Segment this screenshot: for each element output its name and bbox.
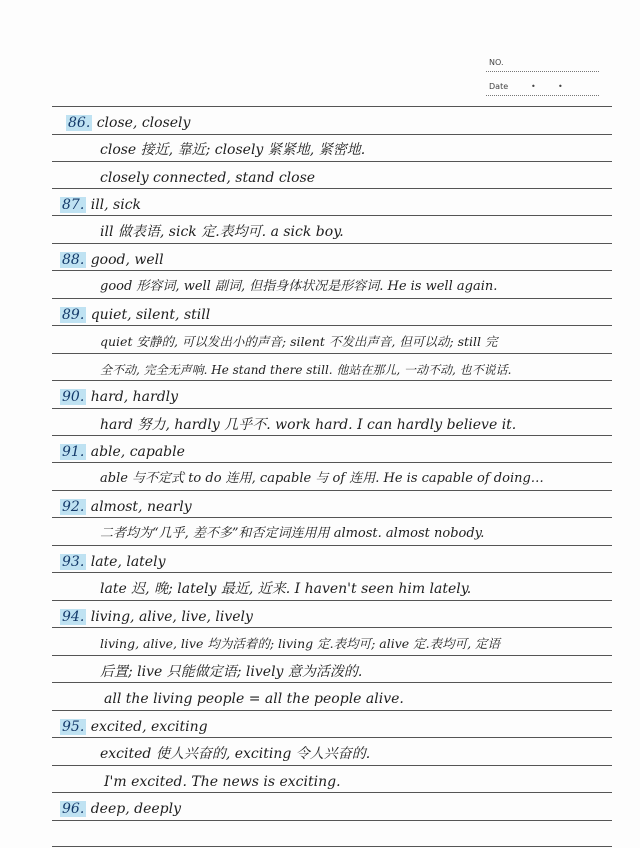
entry-number: 91.: [62, 444, 85, 460]
ruled-line: [52, 161, 612, 162]
entry-note: I'm excited. The news is exciting.: [104, 774, 341, 790]
ruled-line: [52, 655, 612, 656]
ruled-line: [52, 353, 612, 354]
ruled-line: [52, 600, 612, 601]
entry-title: hard, hardly: [90, 389, 179, 405]
entry-title: late, lately: [90, 554, 166, 570]
ruled-line: [52, 710, 612, 711]
entry-heading: [60, 443, 185, 461]
ruled-line: [52, 572, 612, 573]
entry-note: closely connected, stand close: [100, 170, 316, 186]
entry-heading: [60, 498, 192, 516]
entry-note: all the living people = all the people alive.: [104, 691, 404, 707]
entry-note: close 接近, 靠近; closely 紧紧地, 紧密地.: [100, 142, 366, 158]
ruled-line: [52, 134, 612, 135]
ruled-line: [52, 627, 612, 628]
entry-note: excited 使人兴奋的, exciting 令人兴奋的.: [100, 746, 371, 762]
entry-note: living, alive, live 均为活着的; living 定.表均可; alive 定.表均可, 定语: [100, 636, 501, 651]
entry-number: 88.: [62, 252, 85, 268]
entry-title: almost, nearly: [90, 499, 192, 515]
entry-heading: [66, 114, 190, 132]
entry-note: 全不动, 完全无声响. He stand there still. 他站在那儿, 一动不动, 也不说话.: [100, 363, 512, 377]
entry-note: quiet 安静的, 可以发出小的声音; silent 不发出声音, 但可以动; still 完: [100, 334, 498, 349]
entry-number: 90.: [62, 389, 85, 405]
ruled-line: [52, 270, 612, 271]
entry-title: excited, exciting: [90, 719, 208, 735]
ruled-line: [52, 846, 612, 847]
entry-title: quiet, silent, still: [90, 307, 211, 323]
number-field-label: NO.: [489, 58, 504, 67]
entry-number: 95.: [62, 719, 85, 735]
entry-note: 后置; live 只能做定语; lively 意为活泼的.: [100, 664, 363, 680]
ruled-line: [52, 188, 612, 189]
entry-number: 87.: [62, 197, 85, 213]
entry-title: good, well: [90, 252, 164, 268]
entry-heading: [60, 553, 165, 571]
entry-number: 86.: [68, 115, 91, 131]
entry-note: 二者均为“几乎, 差不多”和否定词连用用 almost. almost nobody.: [100, 526, 485, 541]
ruled-line: [52, 545, 612, 546]
ruled-line: [52, 243, 612, 244]
entry-heading: [60, 196, 141, 214]
ruled-line: [52, 435, 612, 436]
ruled-line: [52, 215, 612, 216]
date-field-line: [486, 95, 599, 96]
entry-number: 93.: [62, 554, 85, 570]
ruled-line: [52, 106, 612, 107]
entry-note: ill 做表语, sick 定.表均可. a sick boy.: [100, 224, 344, 240]
entry-number: 92.: [62, 499, 85, 515]
entry-heading: [60, 306, 210, 324]
ruled-line: [52, 325, 612, 326]
ruled-line: [52, 490, 612, 491]
ruled-line: [52, 517, 612, 518]
entry-heading: [60, 800, 181, 818]
entry-heading: [60, 718, 208, 736]
ruled-line: [52, 298, 612, 299]
entry-note: able 与不定式 to do 连用, capable 与 of 连用. He is capable of doing…: [100, 471, 544, 486]
ruled-line: [52, 682, 612, 683]
page-header: [486, 52, 606, 100]
entry-title: deep, deeply: [90, 801, 181, 817]
entry-note: late 迟, 晚; lately 最近, 近来. I haven't seen him lately.: [100, 581, 472, 597]
entry-note: hard 努力, hardly 几乎不. work hard. I can hardly believe it.: [100, 417, 517, 433]
ruled-line: [52, 408, 612, 409]
entry-note: good 形容词, well 副词, 但指身体状况是形容词. He is well again.: [100, 279, 498, 294]
ruled-line: [52, 765, 612, 766]
entry-heading: [60, 388, 178, 406]
entry-number: 94.: [62, 609, 85, 625]
ruled-line: [52, 462, 612, 463]
date-dot: •: [531, 82, 536, 91]
date-field-label: Date: [489, 82, 509, 91]
entry-title: ill, sick: [90, 197, 142, 213]
entry-number: 96.: [62, 801, 85, 817]
number-field-line: [486, 71, 599, 72]
ruled-line: [52, 737, 612, 738]
ruled-line: [52, 380, 612, 381]
entry-number: 89.: [62, 307, 85, 323]
entry-heading: [60, 251, 164, 269]
entry-title: able, capable: [90, 444, 185, 460]
entry-title: living, alive, live, lively: [90, 609, 253, 625]
date-dot: •: [558, 82, 563, 91]
ruled-line: [52, 820, 612, 821]
ruled-line: [52, 792, 612, 793]
entry-heading: [60, 608, 253, 626]
entry-title: close, closely: [96, 115, 191, 131]
